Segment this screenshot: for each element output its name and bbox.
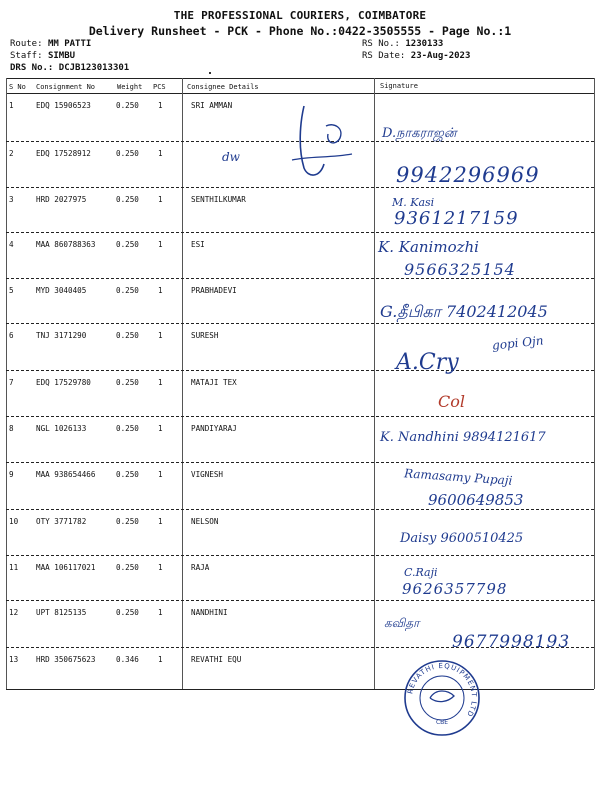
col-divider (182, 78, 183, 689)
col-divider (594, 78, 595, 689)
staff-value: SIMBU (47, 51, 76, 61)
route-value: MM PATTI (47, 39, 92, 49)
company-title: THE PROFESSIONAL COURIERS, COIMBATORE (173, 9, 427, 22)
row-separator (6, 416, 594, 417)
row-consignment-no: HRD 350675623 (36, 655, 96, 664)
row-sno: 1 (9, 101, 14, 110)
row-consignment-no: HRD 2027975 (36, 195, 87, 204)
row-consignee: ESI (191, 240, 205, 249)
row-sno: 8 (9, 424, 14, 433)
signature-row1: D.நாகராஜன் (382, 126, 457, 141)
row-separator (6, 509, 594, 510)
phone-row9: 9600649853 (428, 491, 524, 509)
row-pcs: 1 (158, 331, 163, 340)
row-pcs: 1 (158, 149, 163, 158)
row-consignee: SENTHILKUMAR (191, 195, 246, 204)
rs-no-line: RS No.: 1230133 (362, 39, 444, 49)
signature-row11: C.Raji (404, 566, 438, 579)
row-consignment-no: MAA 106117021 (36, 563, 96, 572)
row-sno: 7 (9, 378, 14, 387)
pen-scribble (290, 98, 360, 188)
row-consignment-no: EDQ 17528912 (36, 149, 91, 158)
signature-row4: K. Kanimozhi (378, 238, 479, 256)
runsheet-subtitle: Delivery Runsheet - PCK - Phone No.:0422-3505555 - Page No.:1 (88, 24, 512, 38)
row-sno: 13 (9, 655, 19, 664)
col-header-weight: Weight (117, 83, 143, 91)
row-separator (6, 370, 594, 371)
company-stamp (402, 658, 482, 738)
row-pcs: 1 (158, 240, 163, 249)
phone-row11: 9626357798 (402, 580, 508, 598)
phone-row3: 9361217159 (394, 208, 519, 229)
phone-row12: 9677998193 (452, 632, 571, 652)
row-separator (6, 600, 594, 601)
row-weight: 0.250 (116, 195, 139, 204)
row-consignment-no: UPT 8125135 (36, 608, 87, 617)
signature-row9: Ramasamy Pupaji (403, 466, 513, 488)
initials-row2: dw (222, 150, 240, 164)
row-consignee: PRABHADEVI (191, 286, 237, 295)
row-weight: 0.250 (116, 470, 139, 479)
row-consignment-no: MYD 3040405 (36, 286, 87, 295)
drs-line: DRS No.: DCJB123013301 (10, 63, 130, 73)
row-pcs: 1 (158, 470, 163, 479)
rs-date-value: 23-Aug-2023 (410, 51, 471, 61)
signature-row7: Col (438, 392, 465, 411)
phone-row2: 9942296969 (396, 163, 540, 187)
drs-value: DCJB123013301 (58, 63, 130, 73)
row-pcs: 1 (158, 608, 163, 617)
row-consignee: SURESH (191, 331, 219, 340)
row-pcs: 1 (158, 286, 163, 295)
row-consignee: SRI AMMAN (191, 101, 233, 110)
row-pcs: 1 (158, 195, 163, 204)
row-sno: 3 (9, 195, 14, 204)
row-consignment-no: NGL 1026133 (36, 424, 87, 433)
row-sno: 12 (9, 608, 19, 617)
signature-row10: Daisy 9600510425 (400, 531, 524, 546)
row-sno: 5 (9, 286, 14, 295)
row-sno: 11 (9, 563, 19, 572)
row-consignment-no: EDQ 17529780 (36, 378, 91, 387)
row-consignee: VIGNESH (191, 470, 224, 479)
row-separator (6, 323, 594, 324)
col-divider (374, 78, 375, 689)
row-pcs: 1 (158, 378, 163, 387)
row-separator (6, 232, 594, 233)
rs-no-value: 1230133 (405, 39, 444, 49)
scan-speck (209, 72, 211, 74)
route-line: Route: MM PATTI (10, 39, 92, 49)
row-separator (6, 462, 594, 463)
row-consignment-no: EDQ 15906523 (36, 101, 91, 110)
signature-row5: G.தீபிகா 7402412045 (380, 302, 548, 321)
signature-row3: M. Kasi (392, 196, 435, 209)
row-pcs: 1 (158, 424, 163, 433)
row-consignee: REVATHI EQU (191, 655, 242, 664)
row-sno: 10 (9, 517, 19, 526)
row-weight: 0.250 (116, 149, 139, 158)
table-top-rule (6, 78, 594, 79)
stamp-code: CBE (435, 719, 449, 726)
col-header-consignee: Consignee Details (187, 83, 259, 91)
row-pcs: 1 (158, 563, 163, 572)
row-weight: 0.250 (116, 608, 139, 617)
row-pcs: 1 (158, 101, 163, 110)
row-weight: 0.250 (116, 240, 139, 249)
row-weight: 0.250 (116, 563, 139, 572)
row-sno: 4 (9, 240, 14, 249)
row-weight: 0.250 (116, 101, 139, 110)
signature-row8: K. Nandhini 9894121617 (380, 430, 546, 445)
row-consignee: NANDHINI (191, 608, 228, 617)
phone-row4: 9566325154 (404, 260, 516, 279)
row-consignee: RAJA (191, 563, 210, 572)
rs-date-line: RS Date: 23-Aug-2023 (362, 51, 471, 61)
row-weight: 0.250 (116, 378, 139, 387)
signature-row12: கவிதா (384, 616, 420, 630)
stamp-text: REVATHI EQUIPMENT LTD (406, 661, 479, 719)
row-pcs: 1 (158, 517, 163, 526)
row-consignee: PANDIYARAJ (191, 424, 237, 433)
row-weight: 0.250 (116, 331, 139, 340)
row-consignee: MATAJI TEX (191, 378, 237, 387)
row-consignment-no: OTY 3771782 (36, 517, 87, 526)
col-header-consignment: Consignment No (36, 83, 96, 91)
signature-row6: A.Cry (396, 350, 459, 375)
row-sno: 9 (9, 470, 14, 479)
row-separator (6, 555, 594, 556)
row-weight: 0.346 (116, 655, 139, 664)
row-weight: 0.250 (116, 424, 139, 433)
row-weight: 0.250 (116, 286, 139, 295)
row-consignment-no: MAA 938654466 (36, 470, 96, 479)
col-header-sno: S No (9, 83, 26, 91)
row-consignment-no: MAA 860788363 (36, 240, 96, 249)
col-header-pcs: PCS (153, 83, 166, 91)
row-consignment-no: TNJ 3171290 (36, 331, 87, 340)
staff-line: Staff: SIMBU (10, 51, 76, 61)
row-sno: 2 (9, 149, 14, 158)
row-pcs: 1 (158, 655, 163, 664)
row-sno: 6 (9, 331, 14, 340)
col-divider (6, 78, 7, 689)
table-bottom-rule (6, 689, 594, 690)
col-header-signature: Signature (380, 82, 418, 90)
row-consignee: NELSON (191, 517, 219, 526)
row-weight: 0.250 (116, 517, 139, 526)
table-header-rule (6, 93, 594, 94)
signature-row6-extra: gopi Ojn (491, 333, 545, 353)
